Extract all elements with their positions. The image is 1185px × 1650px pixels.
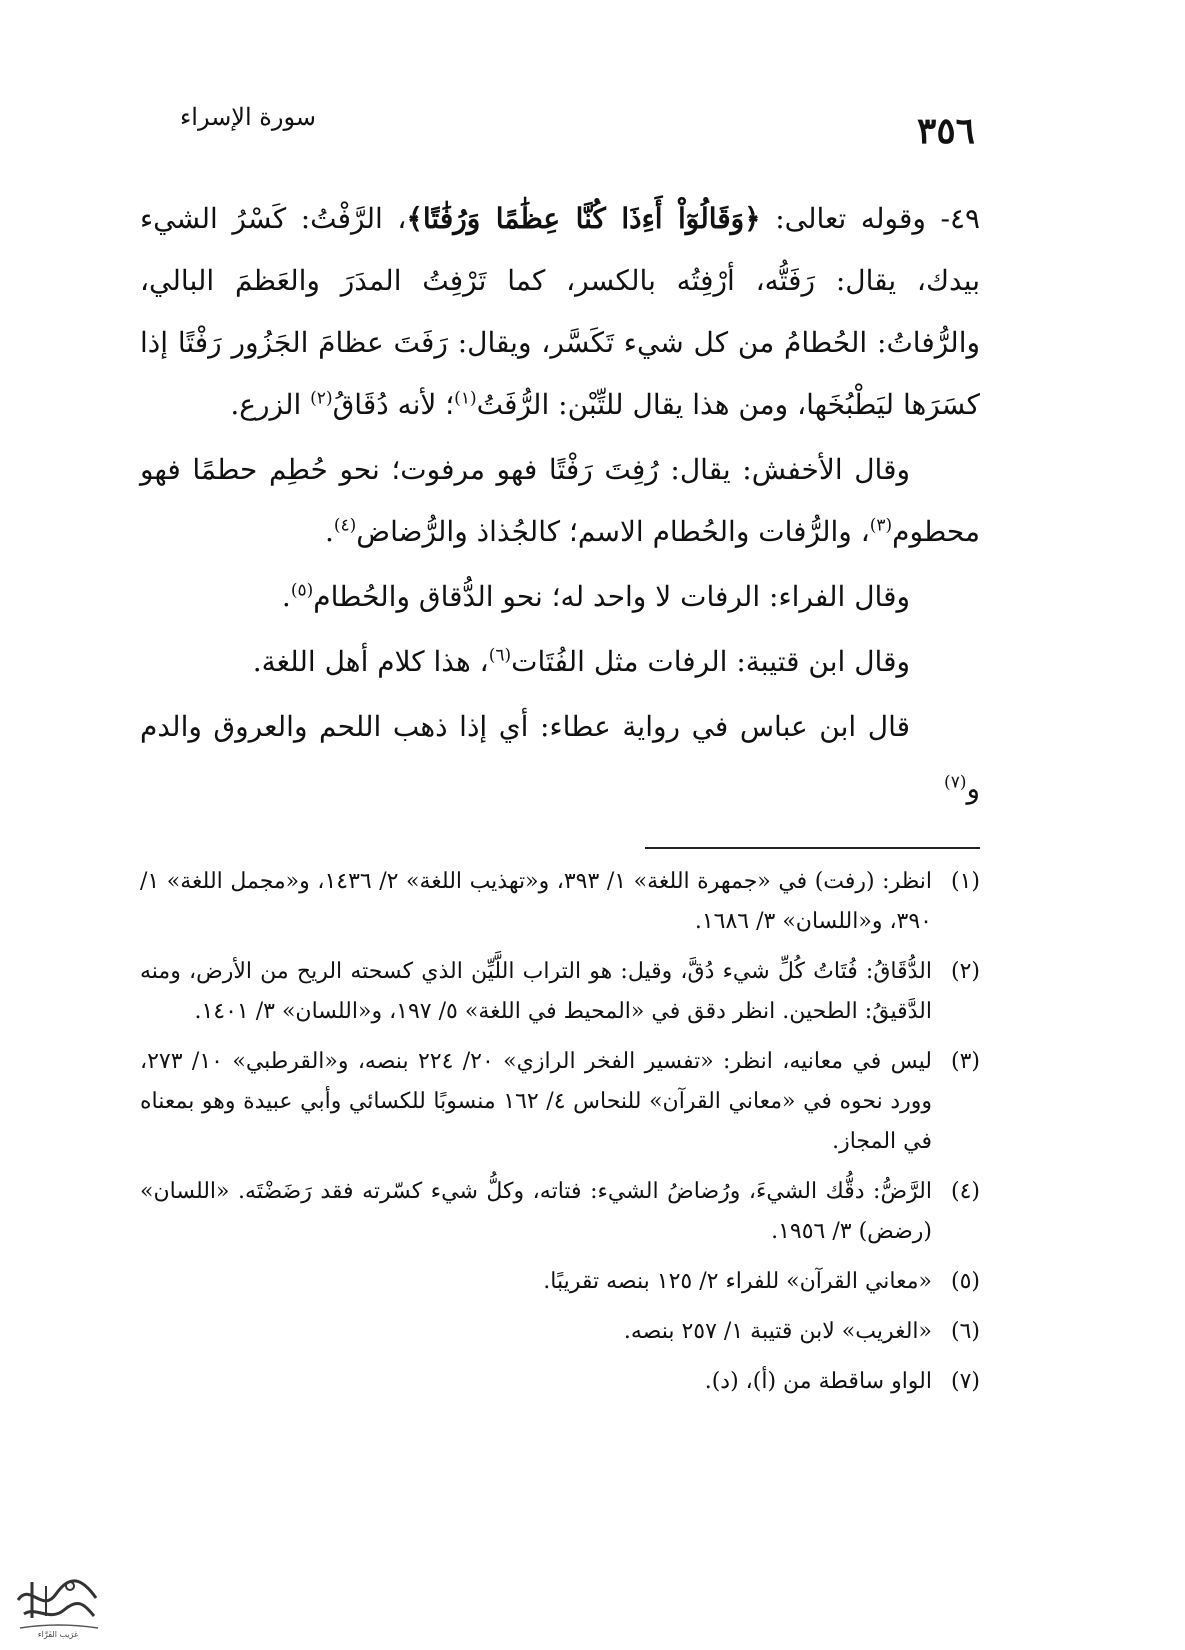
- paragraph-text: وقال الأخفش: يقال: رُفِتَ رَفْتًا فهو مرفوت؛ نحو حُطِم حطمًا فهو محطوم: [140, 453, 980, 548]
- footnote: [140, 1312, 980, 1352]
- footnote: [140, 1262, 980, 1302]
- footnote-text: «معاني القرآن» للفراء ٢/ ١٢٥ بنصه تقريبًا.: [543, 1269, 932, 1294]
- paragraph-text: ، هذا كلام أهل اللغة.: [252, 645, 489, 678]
- paragraph-text: وقال ابن قتيبة: الرفات مثل الفُتَات: [511, 645, 910, 678]
- paragraph-text: ، والرُّفات والحُطام الاسم؛ كالجُذاذ والرُّضاض: [356, 515, 870, 548]
- paragraph-text: الزرع.: [230, 388, 302, 421]
- footnote-text: انظر: (رفت) في «جمهرة اللغة» ١/ ٣٩٣، و«تهذيب اللغة» ٢/ ١٤٣٦، و«مجمل اللغة» ١/ ٣٩٠، و«اللسان» ٣/ ١٦٨٦.: [140, 869, 933, 934]
- footnote-ref: (١): [454, 388, 477, 409]
- paragraph-akhfash: [140, 439, 980, 563]
- footnote-text: الرَّضُّ: دقُّك الشيءَ، ورُضاضُ الشيء: فتاته، وكلُّ شيء كسّرته فقد رَضَضْتَه. «اللسان» (رضض) ٣/ ١٩٥٦.: [140, 1179, 932, 1244]
- footnote: [140, 862, 980, 942]
- paragraph-text: قال ابن عباس في رواية عطاء: أي إذا ذهب اللحم والعروق والدم و: [140, 710, 980, 805]
- footnote-text: الواو ساقطة من (أ)، (د).: [704, 1369, 932, 1394]
- paragraph-ibn-qutayba: [140, 631, 980, 693]
- footnote-ref: (٥): [290, 580, 314, 601]
- paragraph-text: وقوله تعالى:: [775, 202, 926, 235]
- page-number: ٣٥٦: [916, 110, 975, 152]
- publisher-stamp-logo: [10, 1570, 105, 1640]
- footnote-ref: (٧): [944, 772, 967, 793]
- quran-verse: ﴿وَقَالُوٓاْ أَءِذَا كُنَّا عِظَٰمًا وَرُفَٰتًا﴾: [406, 202, 761, 235]
- footnote-text: «الغريب» لابن قتيبة ١/ ٢٥٧ بنصه.: [623, 1319, 932, 1344]
- footnote: [140, 1362, 980, 1402]
- paragraph-text: .: [324, 515, 334, 548]
- footnote-number: (٢): [950, 959, 980, 984]
- footnote-number: (٥): [950, 1269, 980, 1294]
- footnote-number: (٣): [950, 1049, 980, 1074]
- footnote: [140, 1172, 980, 1252]
- surah-name: سورة الإسراء: [180, 103, 316, 131]
- footnote-number: (٧): [950, 1369, 980, 1394]
- main-text: [140, 188, 980, 820]
- footnote-ref: (٤): [333, 515, 357, 536]
- page-header: [180, 95, 975, 152]
- paragraph-text: .: [281, 580, 291, 613]
- paragraph-farra: [140, 566, 980, 628]
- footnote-number: (٤): [950, 1179, 980, 1204]
- verse-number: ٤٩-: [940, 202, 981, 235]
- footnote: [140, 952, 980, 1032]
- paragraph-ibn-abbas: [140, 696, 980, 820]
- footnote-text: الدُّقَاقُ: فُتَاتُ كُلِّ شيء دُقَّ، وقيل: هو التراب اللَّيِّن الذي كسحته الريح من الأرض، ومنه الدَّقيقُ: الطحين. انظر دقق في «المحيط في اللغة» ٥/ ١٩٧، و«اللسان» ٣/ ١٤٠١.: [140, 959, 932, 1024]
- footnote-divider: [645, 847, 980, 849]
- footnote-number: (١): [950, 869, 980, 894]
- footnote: [140, 1042, 980, 1162]
- footnote-ref: (٦): [488, 645, 512, 666]
- paragraph-text: وقال الفراء: الرفات لا واحد له؛ نحو الدُّقاق والحُطام: [313, 580, 910, 613]
- footnotes: [140, 862, 980, 1412]
- paragraph-text: ، الرَّفْتُ: كَسْرُ الشيء بيدك، يقال: رَفَتُّه، أرْفِتُه بالكسر، كما تَرْفِتُ المدَرَ والعَظمَ البالي، والرُّفاتُ: الحُطامُ من كل شيء تَكَسَّر، ويقال: رَفَتَ عظامَ الجَزُور رَفْتًا إذا كسَرَها ليَطْبُخَها، ومن هذا يقال للتِّبْن: الرُّفَتُ: [140, 202, 980, 421]
- stamp-small-text: غرَيب الفَرَّاء: [37, 1630, 79, 1639]
- footnote-number: (٦): [950, 1319, 980, 1344]
- footnote-ref: (٣): [869, 515, 893, 536]
- footnote-text: ليس في معانيه، انظر: «تفسير الفخر الرازي» ٢٠/ ٢٢٤ بنصه، و«القرطبي» ١٠/ ٢٧٣، وورد نحوه في «معاني القرآن» للنحاس ٤/ ١٦٢ منسوبًا للكسائي وأبي عبيدة وهو بمعناه في المجاز.: [140, 1049, 933, 1154]
- paragraph-49: [140, 188, 980, 436]
- footnote-ref: (٢): [310, 388, 333, 409]
- paragraph-text: ؛ لأنه دُقَاقُ: [332, 388, 455, 421]
